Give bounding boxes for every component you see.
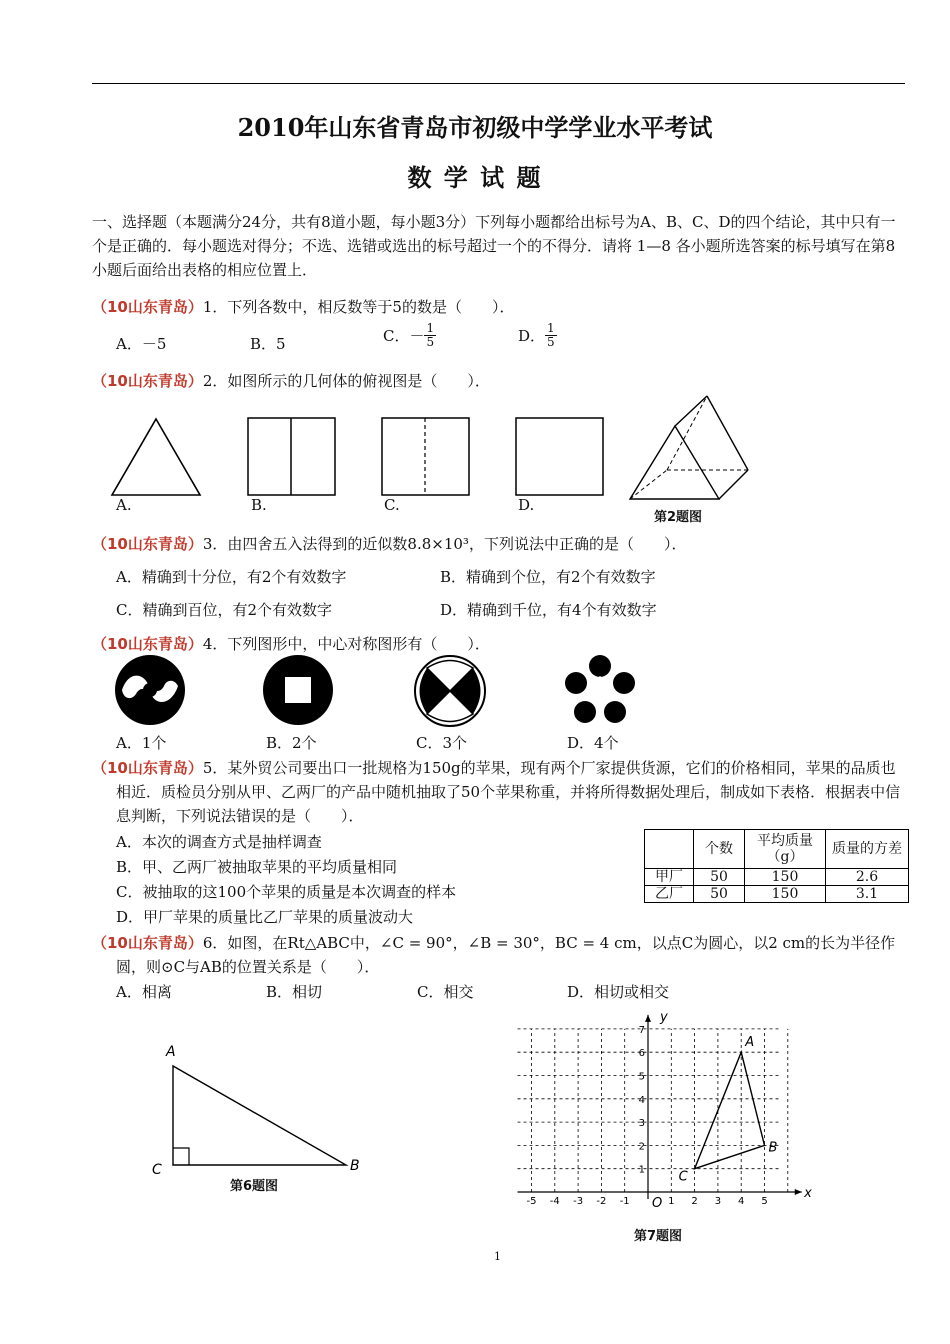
q2-option-a: A. [116, 496, 132, 514]
q2-option-c: C. [384, 496, 400, 514]
source-tag: （10山东青岛） [92, 759, 203, 777]
x-tick-label: -5 [526, 1196, 537, 1207]
q4-option-a: A．1个 [116, 734, 167, 752]
point-label-a: A [745, 1035, 755, 1051]
table-header-row [645, 830, 909, 869]
q6-option-d: D．相切或相交 [567, 983, 670, 1001]
table-header-cell: 个数 [694, 830, 745, 869]
fraction [424, 322, 436, 349]
vertex-label-b: B [350, 1158, 360, 1174]
x-tick-label: 5 [761, 1196, 768, 1207]
x-tick-label: 3 [714, 1196, 722, 1207]
x-tick-label: -2 [596, 1196, 607, 1207]
source-tag: （10山东青岛） [92, 372, 203, 390]
q5-option-a: A．本次的调查方式是抽样调查 [116, 833, 322, 851]
table-row [645, 886, 909, 903]
coordinate-grid-figure [525, 1005, 825, 1220]
table-row [645, 869, 909, 886]
q6-option-a: A．相离 [116, 983, 172, 1001]
q1-option-d [518, 322, 557, 349]
q3-option-c: C．精确到百位，有2个有效数字 [116, 601, 333, 619]
q4-option-b: B．2个 [266, 734, 317, 752]
question-6 [92, 931, 906, 979]
table-cell: 150 [745, 886, 826, 903]
source-tag: （10山东青岛） [92, 535, 203, 553]
coin-square-figure [262, 654, 334, 726]
four-petal-figure [413, 654, 487, 728]
q1-option-a: A．－5 [116, 335, 167, 353]
prism-figure [627, 394, 752, 502]
table-cell: 2.6 [826, 869, 909, 886]
split-rect-option-figure [247, 417, 337, 497]
q1-stem: 1．下列各数中，相反数等于5的数是（ ）． [202, 298, 515, 316]
q5-option-b: B．甲、乙两厂被抽取苹果的平均质量相同 [116, 858, 398, 876]
q1-option-c-label: C．－ [383, 327, 425, 345]
y-tick-label: 2 [638, 1141, 645, 1153]
q4-stem: 4．下列图形中，中心对称图形有（ ）． [202, 635, 490, 653]
table-cell: 3.1 [826, 886, 909, 903]
y-tick-label: 6 [638, 1048, 645, 1060]
table-cell: 50 [694, 869, 745, 886]
question-5 [92, 756, 906, 828]
exam-subtitle: 数 学 试 题 [407, 163, 543, 192]
y-axis-arrow [645, 1015, 651, 1022]
table-header-cell: 质量的方差 [826, 830, 909, 869]
q5-option-d: D．甲厂苹果的质量比乙厂苹果的质量波动大 [116, 908, 414, 926]
q2-option-d: D. [518, 496, 535, 514]
q7-figure-caption: 第7题图 [634, 1229, 683, 1244]
frac-denominator: 5 [547, 335, 555, 349]
x-axis-arrow [795, 1189, 802, 1195]
y-tick-label: 3 [638, 1118, 645, 1130]
q4-option-c: C．3个 [416, 734, 468, 752]
triangle-option-figure [108, 415, 204, 497]
exam-title: 2010年山东省青岛市初级中学学业水平考试 [237, 113, 713, 142]
y-tick-label: 7 [638, 1024, 645, 1036]
origin-label: O [652, 1196, 663, 1211]
q5-option-c: C．被抽取的这100个苹果的质量是本次调查的样本 [116, 883, 457, 901]
q5-stem: 5．某外贸公司要出口一批规格为150g的苹果，现有两个厂家提供货源，它们的价格相同，苹果的品质也相近．质检员分别从甲、乙两厂的产品中随机抽取了50个苹果称重，并将所得数据处理后，制成如下表格．根据表中信息判断，下列说法错误的是（ ）． [116, 759, 901, 825]
y-axis-label: y [660, 1009, 668, 1025]
q6-option-b: B．相切 [266, 983, 323, 1001]
point-label-b: B [768, 1140, 778, 1156]
q3-option-d: D．精确到千位，有4个有效数字 [440, 601, 657, 619]
table-cell: 乙厂 [645, 886, 694, 903]
table-header-cell [645, 830, 694, 869]
table-header-cell: 平均质量（g） [745, 830, 826, 869]
y-tick-label: 5 [638, 1071, 645, 1083]
q2-option-b: B. [251, 496, 267, 514]
page-number: 1 [494, 1250, 501, 1263]
frac-numerator: 1 [547, 321, 555, 335]
q2-figure-caption: 第2题图 [654, 510, 703, 525]
q1-option-c [383, 322, 436, 349]
y-tick-label: 1 [638, 1164, 645, 1176]
q4-option-d: D．4个 [567, 734, 619, 752]
frac-numerator: 1 [426, 321, 435, 335]
x-tick-label: -4 [549, 1196, 560, 1207]
x-tick-label: -1 [619, 1196, 630, 1207]
question-2 [92, 370, 490, 391]
question-4 [92, 633, 490, 654]
y-tick-label: 4 [638, 1094, 645, 1106]
table-cell: 50 [694, 886, 745, 903]
x-tick-label: 4 [738, 1196, 745, 1207]
q2-stem: 2．如图所示的几何体的俯视图是（ ）． [202, 372, 490, 390]
x-axis-label: x [804, 1186, 812, 1201]
table-cell: 150 [745, 869, 826, 886]
vertex-label-c: C [152, 1162, 162, 1178]
x-tick-label: 1 [668, 1196, 675, 1207]
q6-figure-caption: 第6题图 [230, 1179, 279, 1194]
section-intro: 一、选择题（本题满分24分，共有8道小题，每小题3分）下列每小题都给出标号为A、B、C、D的四个结论，其中只有一个是正确的．每小题选对得分；不选、选错或选出的标号超过一个的不得分．请将 1—8 各小题所选答案的标号填写在第8小题后面给出表格的相应位置上． [92, 213, 896, 279]
frac-denominator: 5 [426, 335, 435, 349]
question-3 [92, 533, 686, 554]
triangle-abc [695, 1052, 765, 1169]
pentagon-flower-figure [564, 654, 636, 726]
x-tick-label: -3 [573, 1196, 584, 1207]
plain-rect-option-figure [515, 417, 605, 497]
q6-option-c: C．相交 [417, 983, 474, 1001]
header-rule [92, 83, 905, 84]
wave-circle-figure [114, 654, 186, 726]
question-1 [92, 296, 514, 317]
point-label-c: C [678, 1169, 688, 1185]
table-cell: 甲厂 [645, 869, 694, 886]
right-triangle-figure [150, 1040, 365, 1178]
q3-option-a: A．精确到十分位，有2个有效数字 [116, 568, 347, 586]
q1-option-b: B．5 [250, 335, 286, 353]
x-tick-label: 2 [691, 1196, 698, 1207]
source-tag: （10山东青岛） [92, 934, 203, 952]
source-tag: （10山东青岛） [92, 298, 203, 316]
source-tag: （10山东青岛） [92, 635, 203, 653]
vertex-label-a: A [166, 1044, 176, 1060]
q6-stem: 6．如图，在Rt△ABC中，∠C = 90°，∠B = 30°，BC = 4 cm，以点C为圆心，以2 cm的长为半径作圆，则⊙C与AB的位置关系是（ ）． [116, 934, 896, 976]
dashed-rect-option-figure [381, 417, 471, 497]
q3-stem: 3．由四舍五入法得到的近似数8.8×10³，下列说法中正确的是（ ）． [202, 535, 687, 553]
q3-option-b: B．精确到个位，有2个有效数字 [440, 568, 656, 586]
q1-option-d-label: D． [518, 327, 546, 345]
fraction [545, 322, 557, 349]
apple-data-table [644, 829, 909, 903]
